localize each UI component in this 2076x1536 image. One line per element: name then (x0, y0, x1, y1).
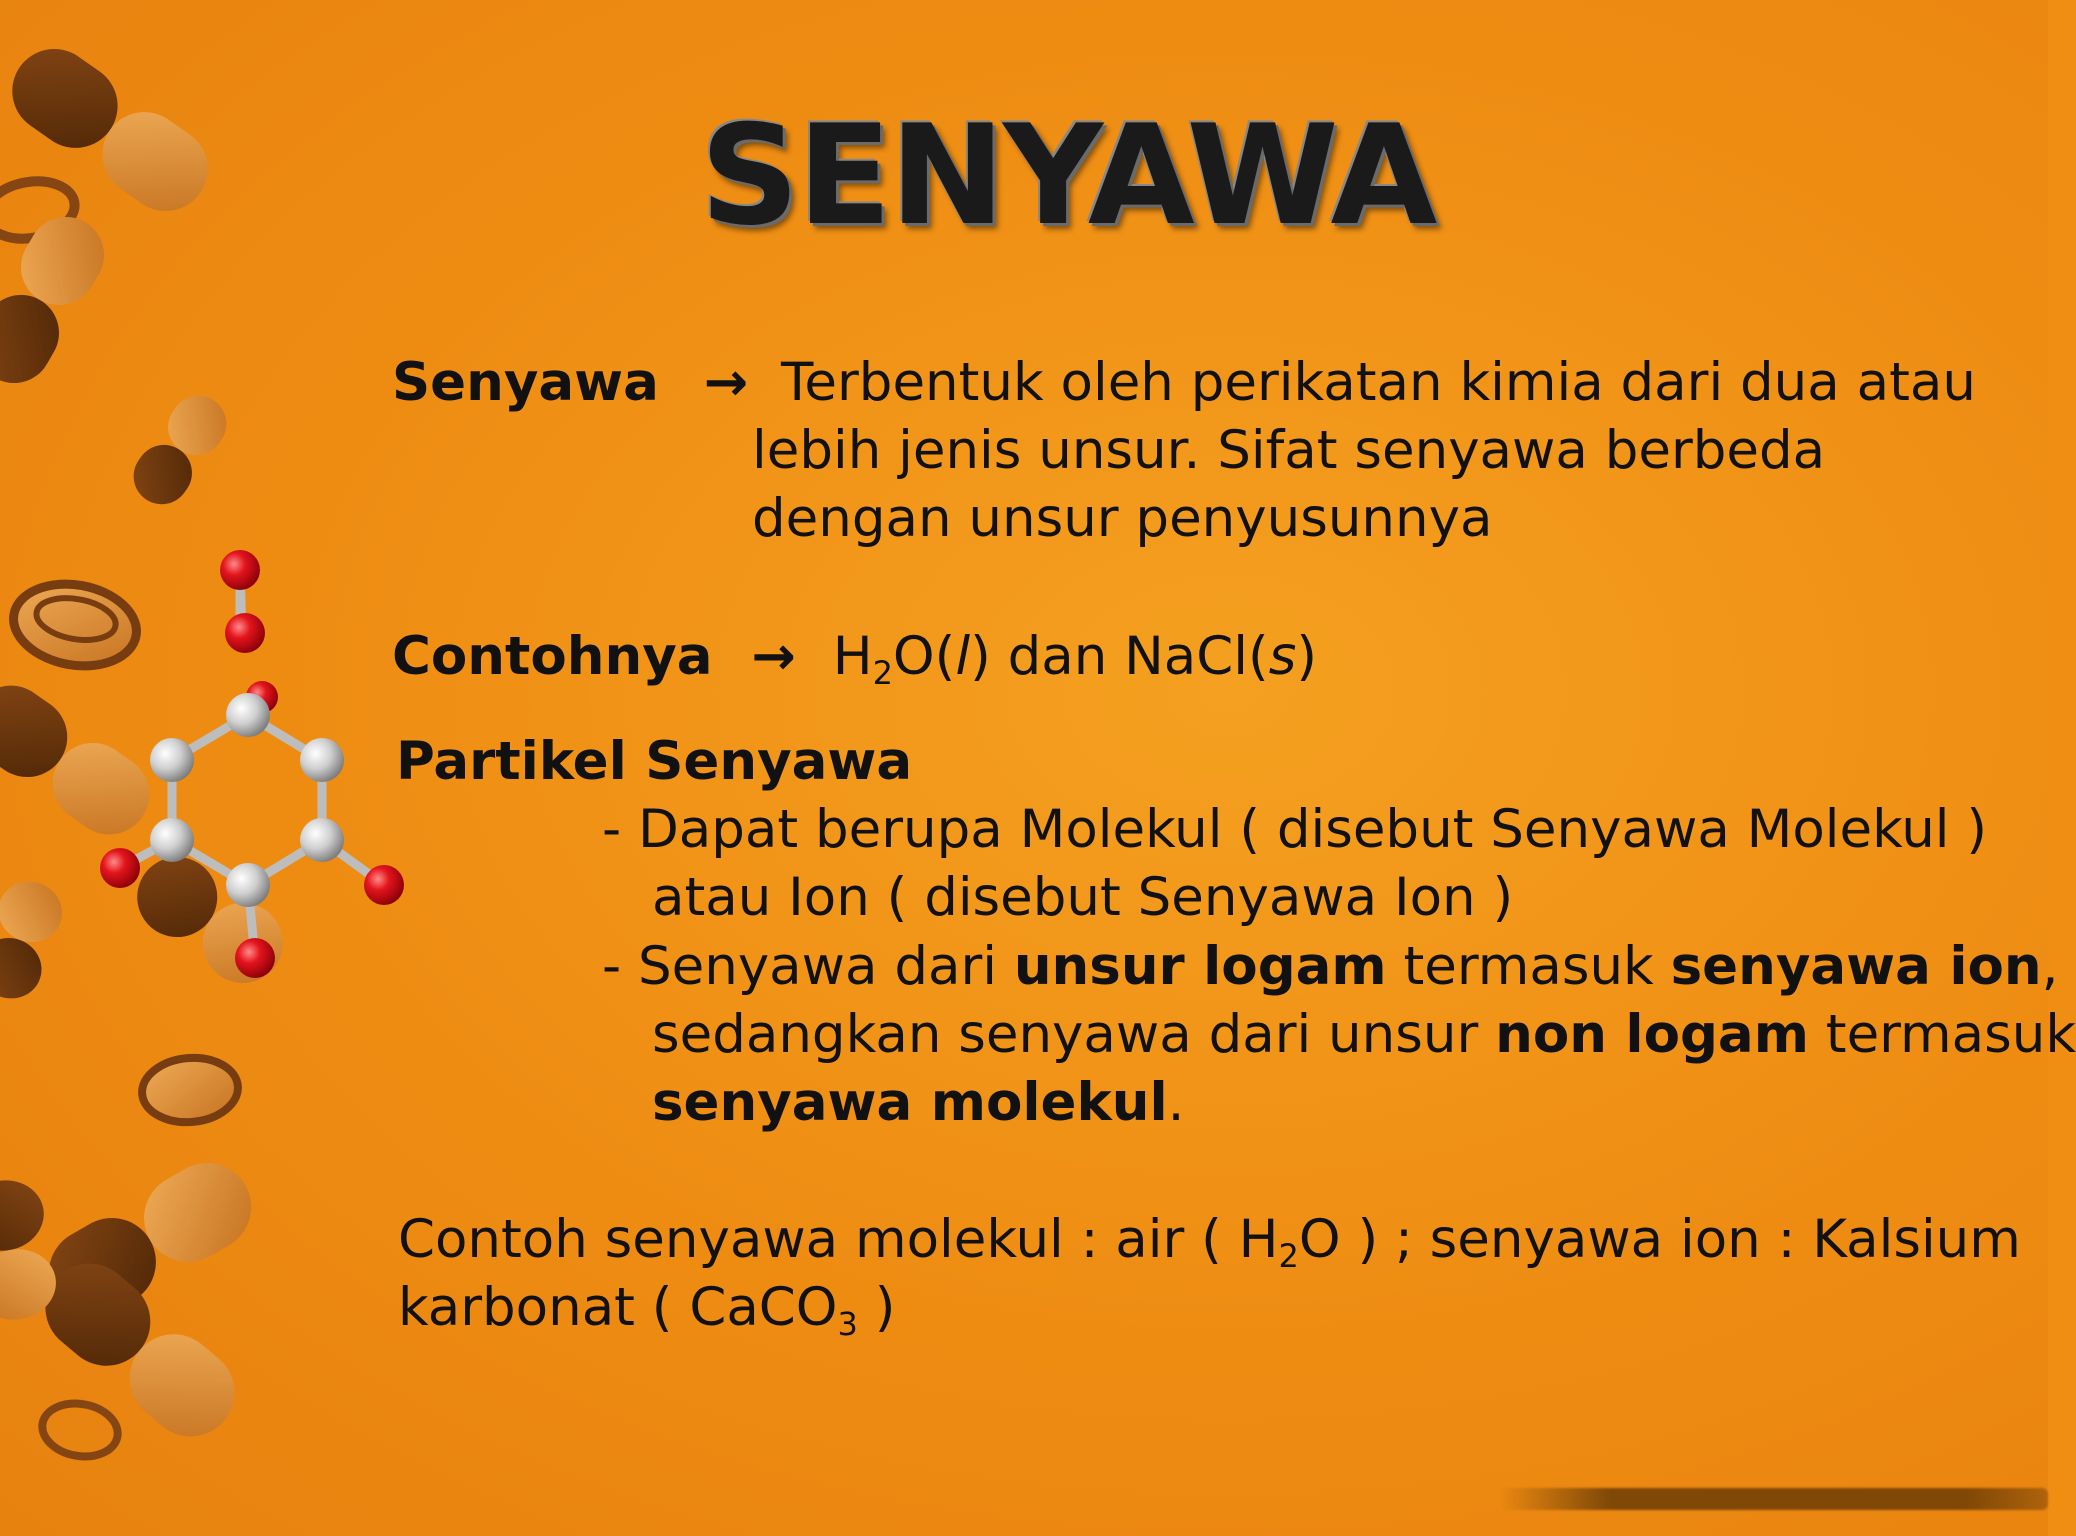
arrow-icon: → (751, 626, 796, 687)
watermark-strip (1500, 1488, 2048, 1510)
definition-line-3: dengan unsur penyusunnya (752, 488, 1493, 549)
slide-title: SENYAWA (700, 95, 1436, 256)
definition-line-1 (392, 349, 1976, 417)
particles-item-1-line-2: atau Ion ( disebut Senyawa Ion ) (652, 867, 1514, 928)
particles-item-1-line-1: - Dapat berupa Molekul ( disebut Senyawa Molekul ) (602, 799, 1988, 860)
decorative-capsules (0, 0, 420, 1536)
particles-item-2-line-1: - Senyawa dari unsur logam termasuk senyawa ion, (602, 936, 2059, 997)
definition-term: Senyawa (392, 352, 659, 413)
examples-line-2: karbonat ( CaCO$_3$ ) (398, 1277, 896, 1343)
example-line (392, 623, 1317, 691)
example-label: Contohnya (392, 626, 713, 687)
definition-text-1: Terbentuk oleh perikatan kimia dari dua atau (781, 352, 1976, 413)
particles-item-2-line-3: senyawa molekul. (652, 1072, 1185, 1133)
particles-heading: Partikel Senyawa (396, 731, 913, 792)
arrow-icon: → (703, 352, 749, 413)
example-formula: $H_2O(l)$ dan NaCl(s) (832, 626, 1317, 692)
particles-item-2-line-2: sedangkan senyawa dari unsur non logam termasuk (652, 1004, 2076, 1065)
definition-line-2: lebih jenis unsur. Sifat senyawa berbeda (752, 420, 1826, 481)
examples-line-1: Contoh senyawa molekul : air ( $H_2O$ ) ; senyawa ion : Kalsium (398, 1209, 2021, 1275)
